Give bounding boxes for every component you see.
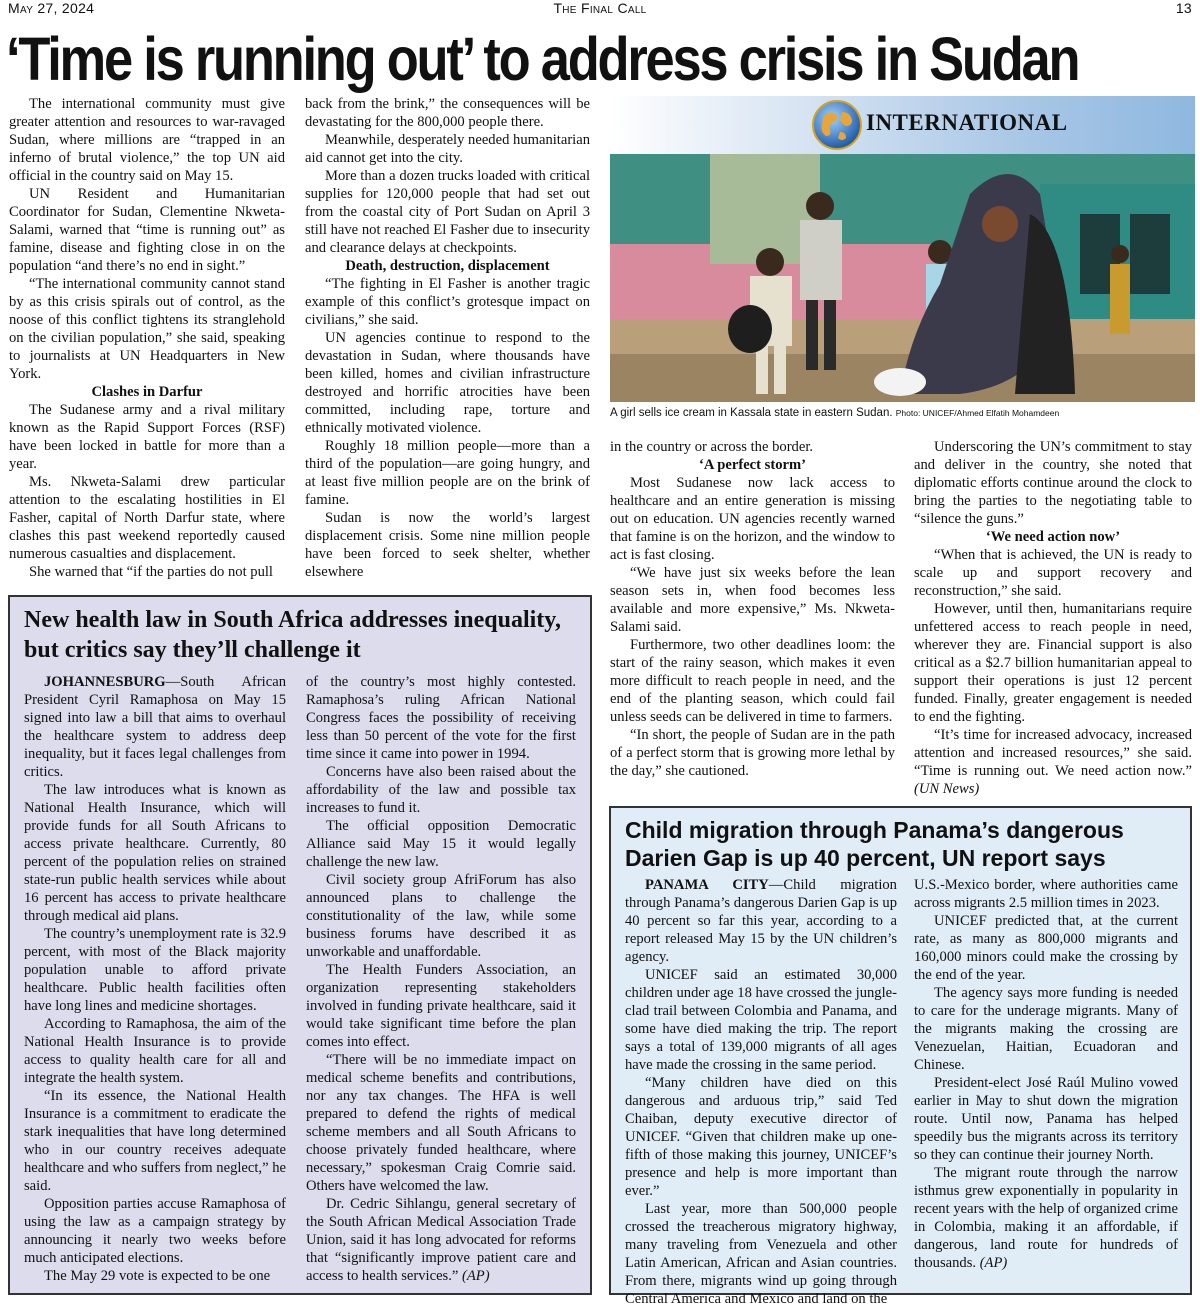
subhead-action-now: ‘We need action now’ [985,529,1121,545]
paragraph: However, until then, humanitarians require unfettered access to reach people in need, wherever they are. Financial support is also critical as a $2.7 billion humanitarian appeal to support their operations is just 12 percent funded. Finally, greater engagement is needed to end the fighting. [914,601,1192,725]
photo-caption: A girl sells ice cream in Kassala state in eastern Sudan. [610,407,893,419]
paragraph-text: Dr. Cedric Sihlangu, general secretary of the South African Medical Association Trade Union, said it has long advocated for reforms that “significantly improve patient care and access to health services.” [306,1196,576,1284]
paragraph-text: “It’s time for increased advocacy, increased attention and increased resources,” she said. “Time is running out. We need action now.” [914,727,1192,779]
paragraph: President-elect José Raúl Mulino vowed earlier in May to shut down the migration route. Until now, Panama has helped speedily bus the migrants across its territory so they can continue their journey North. [914,1075,1178,1163]
paragraph: “We have just six weeks before the lean season sets in, when food becomes less available and more expensive,” Ms. Nkweta-Salami said. [610,565,895,635]
page-number: 13 [1175,0,1192,16]
panama-article-box [609,806,1192,1307]
subhead-clashes: Clashes in Darfur [91,384,203,400]
paragraph: The international community must give greater attention and resources to war-ravaged Sudan, where millions are “trapped in an inferno of brutal violence,” the top UN aid official in the country said on May 15. [9,96,285,184]
paragraph: The law introduces what is known as National Health Insurance, which will provide funds for all South Africans to access private healthcare. Currently, 80 percent of the population relies on strained state-run public health services while about 16 percent has access to private healthcare through medical aid plans. [24,782,286,924]
sudan-column-3 [610,438,895,800]
paragraph: of the country’s most highly contested. Ramaphosa’s ruling African National Congress faces the possibility of receiving less than 50 percent of the vote for the first time since it came into power in 1994. [306,674,576,762]
sudan-column-4 [914,438,1192,800]
panama-column-2 [914,876,1178,1292]
sudan-photo [610,154,1195,402]
photo-caption-line [610,406,1200,421]
source-credit: (AP) [462,1268,490,1284]
paragraph: “The international community cannot stand by as this crisis spirals out of control, as the noose of this conflict tightens its stranglehold on the civilian population,” she said, speaking to journalists at UN Headquarters in New York. [9,276,285,382]
paragraph: Opposition parties accuse Ramaphosa of using the law as a campaign strategy by announcing it nearly two weeks before much anticipated elections. [24,1196,286,1266]
paragraph: “In short, the people of Sudan are in the path of a perfect storm that is growing more lethal by the day,” she cautioned. [610,727,895,779]
paragraph: Last year, more than 500,000 people crossed the treacherous migratory highway, many traveling from Venezuela and other Latin American, African and Asian countries. From there, migrants wind up going through Central America and Mexico and land on the [625,1201,897,1307]
paragraph: “There will be no immediate impact on medical scheme benefits and contributions, nor any tax changes. The HFA is well prepared to defend the rights of medical scheme members and all South Africans to choose privately funded healthcare, where necessary,” spokesman Craig Comrie said. Others have welcomed the law. [306,1052,576,1194]
paragraph: Roughly 18 million people—more than a third of the population—are going hungry, and at least five million people are on the brink of famine. [305,438,590,508]
panama-headline: Child migration through Panama’s dangerous Darien Gap is up 40 percent, UN report says [625,817,1124,871]
paragraph: The Health Funders Association, an organization representing stakeholders involved in funding private healthcare, said it would take significant time before the plan comes into effect. [306,962,576,1050]
paragraph: Furthermore, two other deadlines loom: the start of the rainy season, which makes it even more difficult to reach people in need, and the end of the planting season, which could fail unless seeds can be delivered in time to farmers. [610,637,895,725]
paragraph: The country’s unemployment rate is 32.9 percent, with most of the Black majority population unable to afford private healthcare. Public health facilities often have long lines and medicine shortages. [24,926,286,1014]
paragraph: Sudan is now the world’s largest displacement crisis. Some nine million people have been forced to seek shelter, whether elsewhere [305,510,590,580]
sudan-column-1 [9,95,285,585]
south-africa-column-1 [24,673,286,1289]
south-africa-column-2 [306,673,576,1289]
paragraph: The Sudanese army and a rival military known as the Rapid Support Forces (RSF) have been locked in battle for more than a year. [9,402,285,472]
photo-credit: Photo: UNICEF/Ahmed Elfatih Mohamdeen [895,408,1060,418]
subhead-death: Death, destruction, displacement [345,258,550,274]
south-africa-headline: New health law in South Africa addresses inequality, but critics say they’ll challenge it [24,607,561,663]
paragraph [306,1195,576,1285]
paragraph: According to Ramaphosa, the aim of the National Health Insurance is to provide access to quality health care for all and integrate the health system. [24,1016,286,1086]
subhead-perfect-storm: ‘A perfect storm’ [699,457,806,473]
paragraph: Ms. Nkweta-Salami drew particular attention to the escalating hostilities in El Fasher, capital of North Darfur state, where clashes this past weekend reportedly caused numerous casualties and displacement. [9,474,285,562]
paragraph: The official opposition Democratic Alliance said May 15 it would legally challenge the new law. [306,818,576,870]
paragraph [914,726,1192,798]
paragraph: UN agencies continue to respond to the devastation in Sudan, where thousands have been killed, homes and civilian infrastructure destroyed and horrific atrocities have been committed, including rape, torture and ethnically motivated violence. [305,330,590,436]
paragraph: in the country or across the border. [610,439,814,455]
publication-name: The Final Call [553,0,647,16]
paragraph: back from the brink,” the consequences will be devastating for the 800,000 people there. [305,96,590,130]
paragraph-text: The migrant route through the narrow isthmus grew exponentially in popularity in recent years with the help of organized crime in Colombia, making it an affordable, if dangerous, land route for hundreds of thousands. [914,1165,1178,1271]
sudan-headline: ‘Time is running out’ to address crisis in Sudan [6,25,1079,93]
paragraph: UNICEF said an estimated 30,000 children under age 18 have crossed the jungle-clad trail between Colombia and Panama, and some have died making the trip. The report says a total of 139,000 migrants of all ages have made the crossing in the same period. [625,967,897,1073]
paragraph: “When that is achieved, the UN is ready to scale up and support recovery and reconstruction,” she said. [914,547,1192,599]
paragraph-text: —Child migration through Panama’s dangerous Darien Gap is up 40 percent so far this year, according to a report released May 15 by the UN children’s agency. [625,877,897,965]
panama-column-1 [625,876,897,1307]
paragraph-text: —South African President Cyril Ramaphosa on May 15 signed into law a bill that aims to overhaul the healthcare system to address deep inequality, but it faces legal challenges from critics. [24,674,286,780]
paragraph: U.S.-Mexico border, where authorities came across migrants 2.5 million times in 2023. [914,877,1178,911]
paragraph: More than a dozen trucks loaded with critical supplies for 120,000 people that had set out from the coastal city of Port Sudan on April 3 still have not reached El Fasher due to insecurity and clearance delays at checkpoints. [305,168,590,256]
paragraph: Concerns have also been raised about the affordability of the law and possible tax increases to fund it. [306,764,576,816]
dateline: JOHANNESBURG [44,674,166,690]
globe-icon [810,98,864,152]
paragraph: Civil society group AfriForum has also announced plans to challenge the constitutionality of the law, while some business forums have described it as unworkable and unaffordable. [306,872,576,960]
paragraph: “The fighting in El Fasher is another tragic example of this conflict’s grotesque impact on civilians,” she said. [305,276,590,328]
source-credit: (UN News) [914,781,980,797]
paragraph: UN Resident and Humanitarian Coordinator for Sudan, Clementine Nkweta-Salami, warned that “time is running out” as famine, disease and fighting close in on the population “and there’s no end in sight.” [9,186,285,274]
paragraph: “In its essence, the National Health Insurance is a commitment to eradicate the stark inequalities that have long determined who in our country receives adequate healthcare and who suffers from neglect,” he said. [24,1088,286,1194]
source-credit: (AP) [979,1255,1008,1271]
international-banner [610,96,1195,154]
paragraph: The agency says more funding is needed to care for the underage migrants. Many of the migrants making the crossing are Venezuelan, Haitian, Ecuadoran and Chinese. [914,985,1178,1073]
paragraph: She warned that “if the parties do not pull [29,564,273,580]
sudan-column-2 [305,95,590,585]
photo-illustration [610,154,1195,402]
paragraph: “Many children have died on this dangerous and arduous trip,” said Ted Chaiban, deputy executive director of UNICEF. “Given that children make up one-fifth of those making this journey, UNICEF’s presence and help is more important than ever.” [625,1075,897,1199]
paragraph: UNICEF predicted that, at the current rate, as many as 800,000 migrants and 160,000 minors could make the crossing by the end of the year. [914,913,1178,983]
paragraph [914,1164,1178,1272]
dateline: PANAMA CITY [645,877,769,893]
paragraph: Most Sudanese now lack access to healthcare and an entire generation is missing out on education. UN agencies recently warned that famine is on the horizon, and the window to act is fast closing. [610,475,895,563]
south-africa-article-box [8,595,592,1295]
paragraph: Meanwhile, desperately needed humanitarian aid cannot get into the city. [305,132,591,166]
issue-date: May 27, 2024 [8,0,95,16]
paragraph: Underscoring the UN’s commitment to stay and deliver in the country, she noted that diplomatic efforts continue around the clock to bring the parties to the negotiating table to “silence the guns.” [914,439,1192,527]
section-label: INTERNATIONAL [866,110,1068,135]
paragraph: The May 29 vote is expected to be one [44,1268,271,1284]
